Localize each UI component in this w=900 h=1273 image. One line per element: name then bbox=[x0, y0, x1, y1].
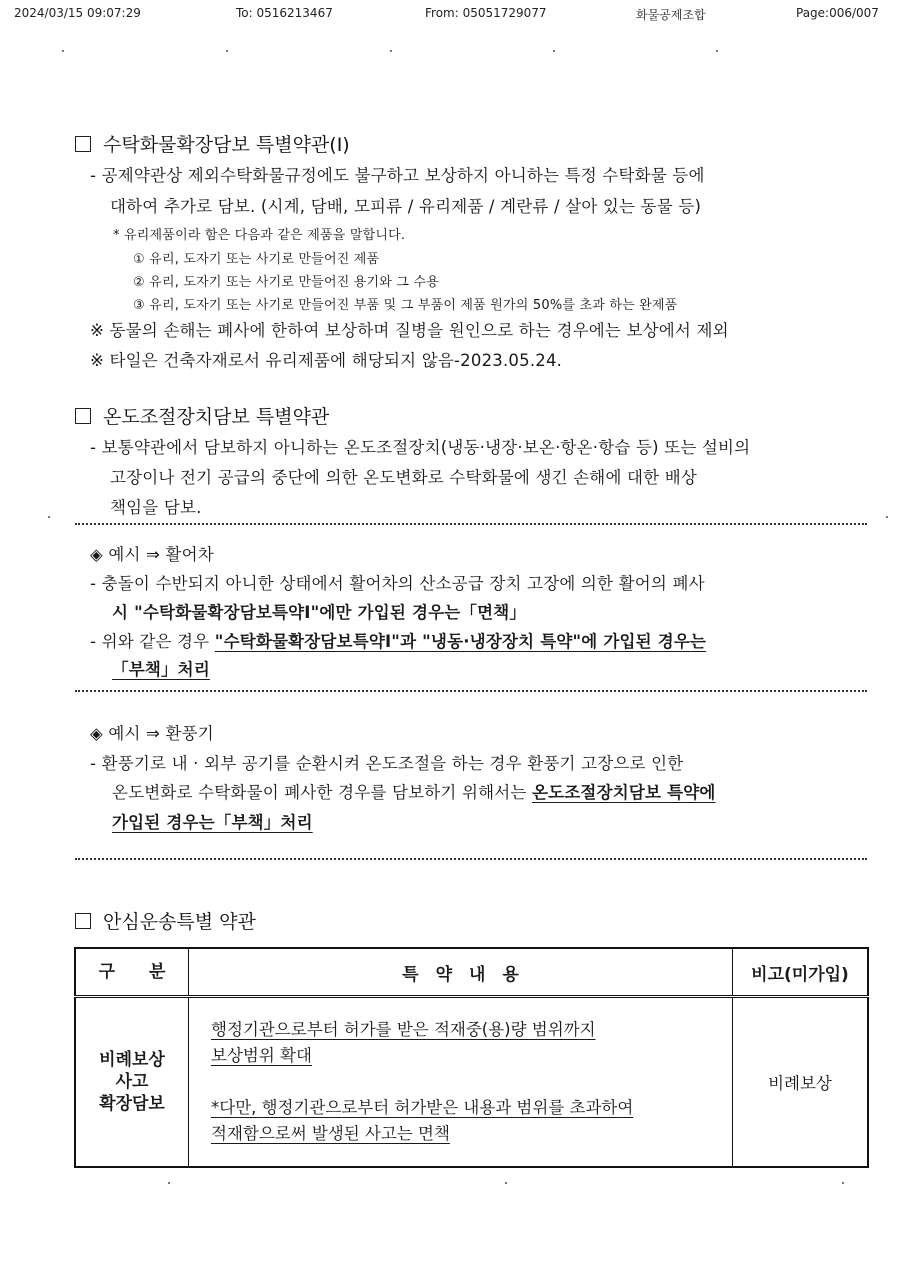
example-line-emphasis: "수탁화물확장담보특약Ⅰ"과 "냉동·냉장장치 특약"에 가입된 경우는 bbox=[214, 632, 707, 651]
fax-header bbox=[0, 6, 900, 24]
table-header-cell: 특 약 내 용 bbox=[189, 948, 733, 997]
special-terms-table bbox=[74, 947, 869, 1168]
checkbox-square-icon bbox=[75, 408, 91, 424]
scan-speck bbox=[62, 50, 64, 52]
section1-remark: ※ 타일은 건축자재로서 유리제품에 해당되지 않음-2023.05.24. bbox=[90, 351, 563, 370]
example-line: - 충돌이 수반되지 아니한 상태에서 활어차의 산소공급 장치 고장에 의한 활어의 폐사 bbox=[90, 574, 705, 593]
dotted-divider bbox=[75, 690, 867, 692]
section3-title-text: 안심운송특별 약관 bbox=[103, 911, 256, 933]
content-line: *다만, 행정기관으로부터 허가받은 내용과 범위를 초과하여 bbox=[211, 1098, 634, 1117]
category-line: 비례보상 bbox=[99, 1050, 165, 1070]
section-title bbox=[75, 130, 350, 157]
example-line-emphasis: 「부책」처리 bbox=[112, 660, 210, 679]
section1-line: 대하여 추가로 담보. (시계, 담배, 모피류 / 유리제품 / 계란류 / 살아 있는 동물 등) bbox=[110, 197, 702, 216]
example-line-emphasis: 시 "수탁화물확장담보특약Ⅰ"에만 가입된 경우는「면책」 bbox=[112, 603, 527, 622]
table-row bbox=[75, 997, 868, 1168]
glass-note-item: ① 유리, 도자기 또는 사기로 만들어진 제품 bbox=[133, 252, 380, 267]
glass-note-item: ② 유리, 도자기 또는 사기로 만들어진 용기와 그 수용 bbox=[133, 275, 440, 290]
content-line: 보상범위 확대 bbox=[211, 1046, 312, 1065]
glass-note-item: ③ 유리, 도자기 또는 사기로 만들어진 부품 및 그 부품이 제품 원가의 50%를 초과 하는 완제품 bbox=[133, 298, 678, 313]
fax-sender: 화물공제조합 bbox=[636, 8, 706, 22]
table-header-row bbox=[75, 948, 868, 997]
example-title: ◈ 예시 ⇒ 활어차 bbox=[90, 545, 214, 564]
fax-page: Page:006/007 bbox=[796, 6, 879, 20]
section2-line: - 보통약관에서 담보하지 아니하는 온도조절장치(냉동·냉장·보온·항온·항습 등) 또는 설비의 bbox=[90, 438, 751, 457]
category-line: 확장담보 bbox=[99, 1094, 165, 1114]
fax-datetime: 2024/03/15 09:07:29 bbox=[14, 6, 141, 20]
fax-from: From: 05051729077 bbox=[425, 6, 547, 20]
dotted-divider bbox=[75, 523, 867, 525]
table-header-cell: 비고(미가입) bbox=[733, 948, 869, 997]
section-title bbox=[75, 907, 256, 934]
checkbox-square-icon bbox=[75, 913, 91, 929]
example-line-emphasis: 온도조절장치담보 특약에 bbox=[532, 783, 716, 802]
example-line bbox=[90, 628, 706, 652]
example-line-emphasis: 가입된 경우는「부책」처리 bbox=[112, 813, 313, 832]
section1-line: - 공제약관상 제외수탁화물규정에도 불구하고 보상하지 아니하는 특정 수탁화물 등에 bbox=[90, 166, 705, 185]
section-title bbox=[75, 402, 329, 429]
content-line: 적재함으로써 발생된 사고는 면책 bbox=[211, 1124, 450, 1143]
scan-speck bbox=[553, 50, 555, 52]
scan-speck bbox=[505, 1182, 507, 1184]
scan-speck bbox=[842, 1182, 844, 1184]
section2-line: 고장이나 전기 공급의 중단에 의한 온도변화로 수탁화물에 생긴 손해에 대한 배상 bbox=[110, 468, 698, 487]
category-line: 사고 bbox=[115, 1072, 149, 1092]
scan-speck bbox=[716, 50, 718, 52]
content-line: 행정기관으로부터 허가를 받은 적재중(용)량 범위까지 bbox=[211, 1020, 596, 1039]
section2-line: 책임을 담보. bbox=[110, 498, 202, 517]
scan-speck bbox=[48, 516, 50, 518]
example-line-prefix: 온도변화로 수탁화물이 폐사한 경우를 담보하기 위해서는 bbox=[112, 783, 533, 802]
scan-speck bbox=[390, 50, 392, 52]
example-line bbox=[112, 599, 526, 623]
scan-speck bbox=[226, 50, 228, 52]
fax-to: To: 0516213467 bbox=[236, 6, 333, 20]
scan-speck bbox=[886, 516, 888, 518]
table-header-cell: 구 분 bbox=[75, 948, 189, 997]
table-remark-cell: 비례보상 bbox=[733, 997, 869, 1168]
example-line: - 환풍기로 내 · 외부 공기를 순환시켜 온도조절을 하는 경우 환풍기 고장으로 인한 bbox=[90, 754, 684, 773]
dotted-divider bbox=[75, 858, 867, 860]
section1-remark: ※ 동물의 손해는 폐사에 한하여 보상하며 질병을 원인으로 하는 경우에는 보상에서 제외 bbox=[90, 321, 729, 340]
checkbox-square-icon bbox=[75, 136, 91, 152]
example-title: ◈ 예시 ⇒ 환풍기 bbox=[90, 724, 214, 743]
example-line-prefix: - 위와 같은 경우 bbox=[90, 632, 215, 651]
section2-title-text: 온도조절장치담보 특별약관 bbox=[103, 406, 330, 428]
table-category-cell bbox=[75, 997, 189, 1168]
glass-note-intro: * 유리제품이라 함은 다음과 같은 제품을 말합니다. bbox=[113, 228, 406, 243]
example-line bbox=[112, 779, 716, 803]
scan-speck bbox=[168, 1182, 170, 1184]
table-content-cell bbox=[189, 997, 733, 1168]
section1-title-text: 수탁화물확장담보 특별약관(Ⅰ) bbox=[103, 134, 350, 156]
